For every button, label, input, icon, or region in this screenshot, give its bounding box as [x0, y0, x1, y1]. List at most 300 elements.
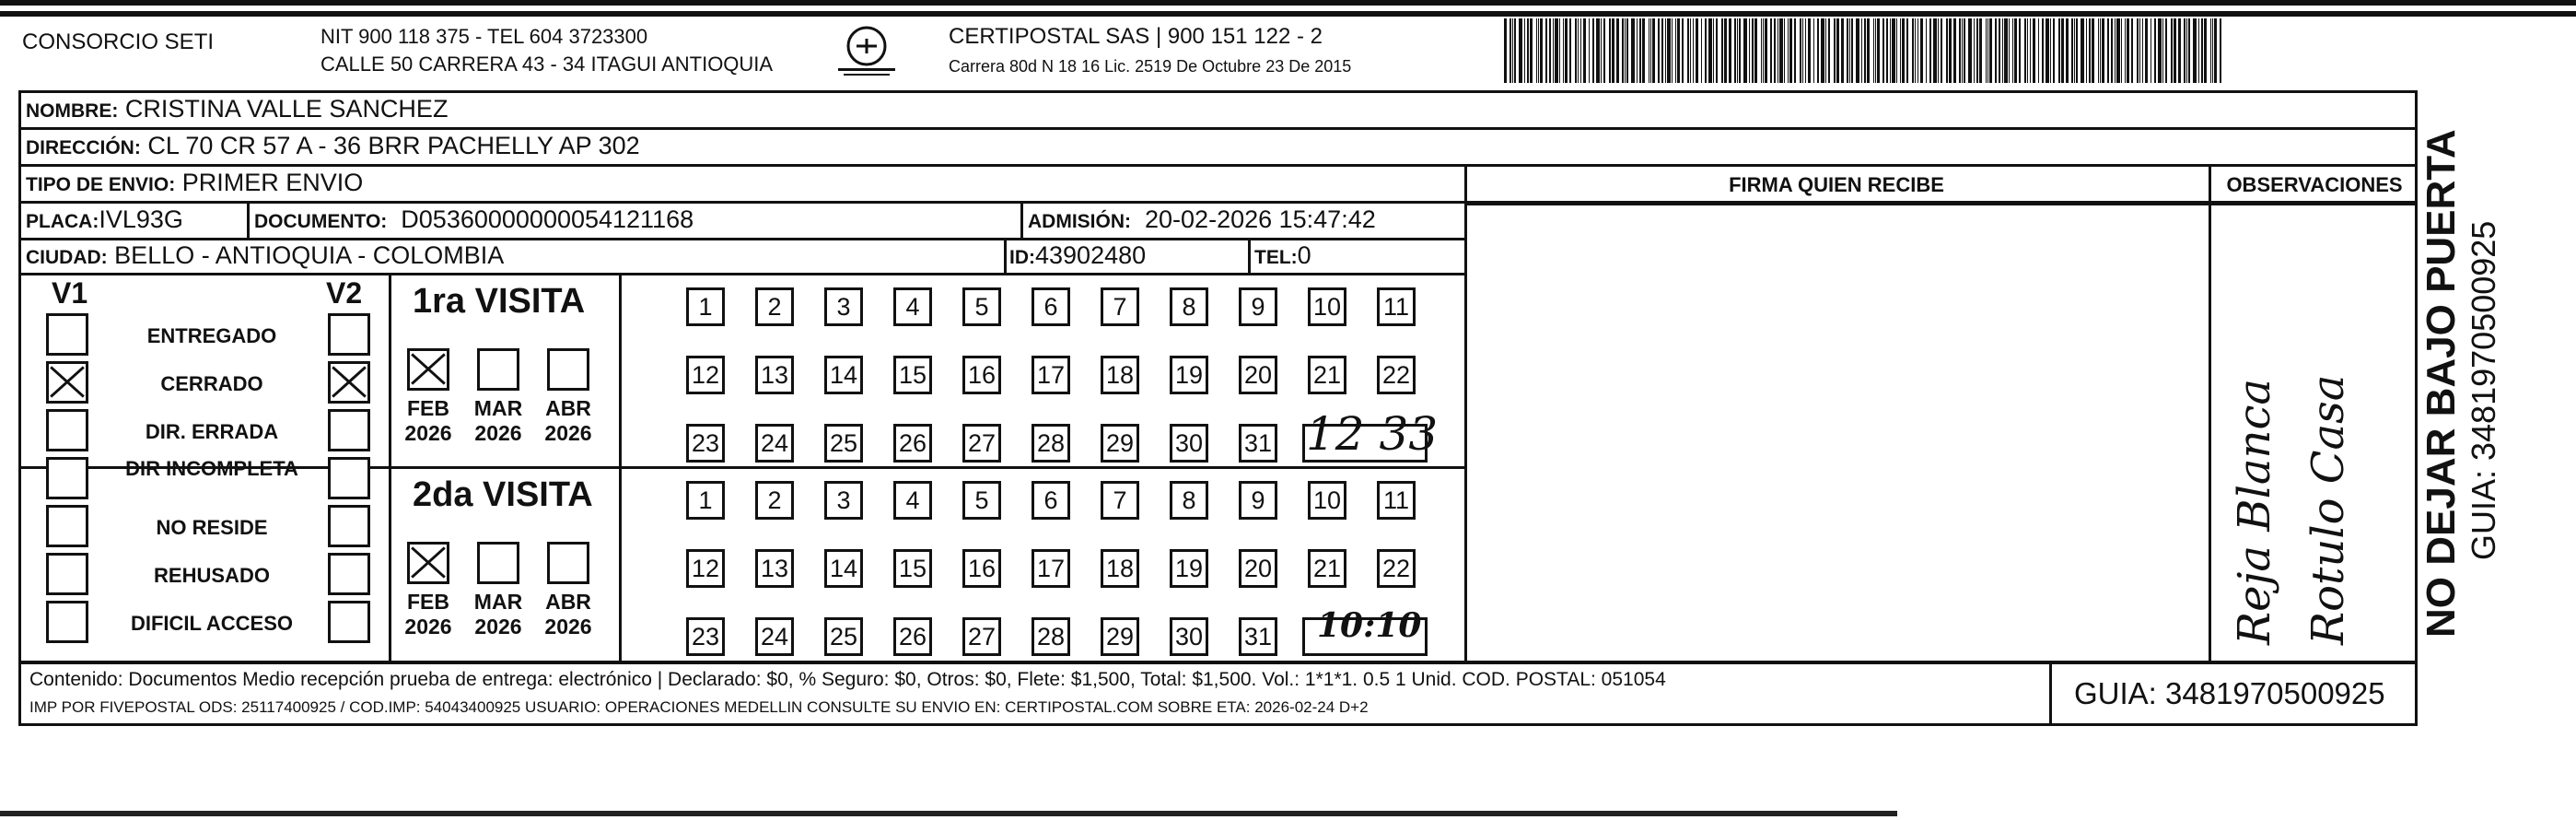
day-box[interactable]: 23	[686, 617, 725, 656]
nombre-row: NOMBRE: CRISTINA VALLE SANCHEZ	[26, 95, 449, 123]
side-guia: GUIA: 3481970500925	[2465, 220, 2502, 560]
month-label: FEB 2026	[404, 396, 452, 445]
barcode-bar	[1986, 18, 1987, 83]
barcode-bar	[1609, 18, 1611, 83]
barcode-bar	[1675, 18, 1676, 83]
barcode-bar	[1708, 18, 1712, 83]
v1-checkbox[interactable]	[46, 361, 88, 404]
barcode-bar	[2131, 18, 2133, 83]
month-label: MAR 2026	[473, 590, 523, 638]
barcode-bar	[2053, 18, 2055, 83]
barcode-bar	[1672, 18, 1673, 83]
barcode-bar	[1749, 18, 1750, 83]
day-box[interactable]: 17	[1032, 356, 1070, 394]
barcode-bar	[1650, 18, 1651, 83]
day-box[interactable]: 4	[893, 287, 932, 326]
barcode-bar	[2061, 18, 2064, 83]
barcode-bar	[1761, 18, 1762, 83]
barcode-bar	[1612, 18, 1614, 83]
barcode-bar	[1999, 18, 2000, 83]
barcode-bar	[2030, 18, 2031, 83]
barcode-bar	[1856, 18, 1859, 83]
day-box[interactable]: 18	[1101, 549, 1139, 588]
company-name: CONSORCIO SETI	[22, 29, 215, 54]
barcode-bar	[2193, 18, 2197, 83]
day-box[interactable]: 7	[1101, 481, 1139, 520]
barcode-bar	[2201, 18, 2203, 83]
barcode-bar	[1555, 18, 1558, 83]
day-box[interactable]: 6	[1032, 287, 1070, 326]
v1-checkbox[interactable]	[46, 313, 88, 356]
barcode-bar	[1849, 18, 1850, 83]
barcode-bar	[1836, 18, 1839, 83]
day-box[interactable]: 28	[1032, 617, 1070, 656]
barcode-bar	[1622, 18, 1624, 83]
barcode-bar	[2186, 18, 2187, 83]
day-box[interactable]: 10	[1308, 481, 1346, 520]
barcode-bar	[2220, 18, 2221, 83]
barcode-bar	[1938, 18, 1939, 83]
barcode-bar	[2188, 18, 2190, 83]
barcode-bar	[1851, 18, 1853, 83]
barcode-bar	[1559, 18, 1560, 83]
v2-checkbox[interactable]	[328, 457, 370, 499]
v1-label: V1	[52, 276, 88, 310]
status-label: CERRADO	[160, 372, 263, 395]
barcode-bar	[1545, 18, 1547, 83]
v2-checkbox[interactable]	[328, 313, 370, 356]
day-box[interactable]: 31	[1239, 424, 1277, 463]
v2-checkbox[interactable]	[328, 553, 370, 595]
barcode-bar	[1514, 18, 1516, 83]
barcode-bar	[2111, 18, 2113, 83]
day-box[interactable]: 1	[686, 287, 725, 326]
barcode-bar	[2214, 18, 2217, 83]
barcode-bar	[1987, 18, 1988, 83]
barcode-bar	[1825, 18, 1826, 83]
barcode-bar	[2081, 18, 2084, 83]
day-box[interactable]: 7	[1101, 287, 1139, 326]
day-box[interactable]: 24	[755, 617, 794, 656]
barcode-bar	[2098, 18, 2099, 83]
barcode-bar	[1667, 18, 1671, 83]
barcode-bar	[2089, 18, 2091, 83]
day-box[interactable]: 28	[1032, 424, 1070, 463]
observaciones-header: OBSERVACIONES	[2226, 173, 2403, 196]
barcode-bar	[2137, 18, 2139, 83]
placa-value: IVL93G	[99, 205, 183, 233]
day-box[interactable]: 31	[1239, 617, 1277, 656]
day-box[interactable]: 18	[1101, 356, 1139, 394]
barcode-bar	[1682, 18, 1684, 83]
day-box[interactable]: 10	[1308, 287, 1346, 326]
barcode-bar	[1864, 18, 1866, 83]
day-box[interactable]: 11	[1377, 287, 1416, 326]
barcode-bar	[1603, 18, 1605, 83]
day-box[interactable]: 9	[1239, 481, 1277, 520]
barcode-bar	[2142, 18, 2143, 83]
barcode-bar	[1752, 18, 1754, 83]
barcode-bar	[1808, 18, 1811, 83]
tel-cell: TEL:0	[1254, 241, 1311, 269]
barcode	[1504, 18, 2233, 83]
barcode-bar	[1920, 18, 1923, 83]
firma-header: FIRMA QUIEN RECIBE	[1729, 173, 1944, 196]
day-box[interactable]: 22	[1377, 549, 1416, 588]
barcode-bar	[1737, 18, 1738, 83]
barcode-bar	[1946, 18, 1948, 83]
status-label: NO RESIDE	[156, 516, 268, 539]
admision-value: 20-02-2026 15:47:42	[1145, 205, 1376, 233]
barcode-bar	[1538, 18, 1539, 83]
content-line: Contenido: Documentos Medio recepción prueba de entrega: electrónico | Declarado: $0, % Seguro: $0, Otros: $0, Flete: $1,500, Total: $1,500. Vol.: 1*1*1. 0.5 1 Unid. COD. POSTAL: 051054	[29, 669, 1666, 690]
barcode-bar	[1569, 18, 1571, 83]
day-box[interactable]: 20	[1239, 549, 1277, 588]
day-box[interactable]: 15	[893, 549, 932, 588]
day-box[interactable]: 8	[1170, 481, 1208, 520]
barcode-bar	[2184, 18, 2186, 83]
observation-handwriting-2: Rotulo Casa	[2302, 374, 2354, 645]
certipostal-logo	[834, 22, 899, 79]
barcode-bar	[2012, 18, 2013, 83]
v2-checkbox[interactable]	[328, 361, 370, 404]
barcode-bar	[2071, 18, 2073, 83]
barcode-bar	[1536, 18, 1537, 83]
direccion-row: DIRECCIÓN: CL 70 CR 57 A - 36 BRR PACHELLY AP 302	[26, 132, 640, 159]
barcode-bar	[1549, 18, 1551, 83]
barcode-bar	[1575, 18, 1577, 83]
ciudad-row: CIUDAD: BELLO - ANTIOQUIA - COLOMBIA	[26, 241, 505, 269]
signature-area[interactable]	[1467, 205, 2209, 663]
day-box[interactable]: 21	[1308, 549, 1346, 588]
visit-title: 1ra VISITA	[413, 282, 586, 321]
day-box[interactable]: 15	[893, 356, 932, 394]
v2-checkbox[interactable]	[328, 409, 370, 451]
barcode-bar	[1896, 18, 1897, 83]
barcode-bar	[2171, 18, 2173, 83]
day-box[interactable]: 14	[824, 549, 863, 588]
barcode-bar	[1941, 18, 1942, 83]
day-box[interactable]: 16	[962, 356, 1001, 394]
barcode-bar	[1976, 18, 1978, 83]
day-box[interactable]: 26	[893, 617, 932, 656]
barcode-bar	[1583, 18, 1586, 83]
barcode-bar	[2027, 18, 2028, 83]
barcode-bar	[1540, 18, 1543, 83]
barcode-bar	[1867, 18, 1870, 83]
barcode-bar	[1729, 18, 1731, 83]
v1-checkbox[interactable]	[46, 457, 88, 499]
month-label: MAR 2026	[473, 396, 523, 445]
barcode-bar	[1696, 18, 1698, 83]
barcode-bar	[1716, 18, 1718, 83]
day-box[interactable]: 17	[1032, 549, 1070, 588]
imp-line: IMP POR FIVEPOSTAL ODS: 25117400925 / COD.IMP: 54043400925 USUARIO: OPERACIONES MEDELLIN CONSULTE SU ENVIO EN: CERTIPOSTAL.COM SOBRE ETA: 2026-02-24 D+2	[29, 698, 1369, 716]
barcode-bar	[2116, 18, 2120, 83]
barcode-bar	[2038, 18, 2039, 83]
barcode-bar	[1639, 18, 1641, 83]
barcode-bar	[1626, 18, 1628, 83]
barcode-bar	[1906, 18, 1908, 83]
barcode-bar	[1512, 18, 1513, 83]
day-box[interactable]: 3	[824, 481, 863, 520]
barcode-bar	[2158, 18, 2162, 83]
barcode-bar	[1589, 18, 1590, 83]
day-box[interactable]: 29	[1101, 424, 1139, 463]
barcode-bar	[2050, 18, 2051, 83]
v1-checkbox[interactable]	[46, 505, 88, 547]
barcode-bar	[1754, 18, 1757, 83]
day-box[interactable]: 4	[893, 481, 932, 520]
month-checkbox[interactable]	[547, 348, 589, 391]
barcode-bar	[1892, 18, 1895, 83]
barcode-bar	[1861, 18, 1862, 83]
barcode-bar	[1601, 18, 1602, 83]
day-box[interactable]: 9	[1239, 287, 1277, 326]
barcode-bar	[1721, 18, 1723, 83]
barcode-bar	[2178, 18, 2181, 83]
barcode-bar	[2042, 18, 2044, 83]
barcode-bar	[1949, 18, 1952, 83]
barcode-bar	[1890, 18, 1891, 83]
barcode-bar	[1933, 18, 1937, 83]
barcode-bar	[2165, 18, 2167, 83]
day-box[interactable]: 22	[1377, 356, 1416, 394]
barcode-bar	[1902, 18, 1905, 83]
barcode-bar	[2024, 18, 2026, 83]
barcode-bar	[1765, 18, 1767, 83]
documento-cell: DOCUMENTO: D05360000000054121168	[254, 205, 694, 233]
barcode-bar	[1929, 18, 1931, 83]
barcode-bar	[1779, 18, 1783, 83]
barcode-bar	[1519, 18, 1522, 83]
v1-checkbox[interactable]	[46, 601, 88, 643]
day-box[interactable]: 8	[1170, 287, 1208, 326]
barcode-bar	[1828, 18, 1830, 83]
barcode-bar	[1877, 18, 1880, 83]
barcode-bar	[1642, 18, 1645, 83]
barcode-bar	[2019, 18, 2021, 83]
barcode-bar	[2076, 18, 2078, 83]
barcode-bar	[1687, 18, 1689, 83]
barcode-bar	[2102, 18, 2104, 83]
day-box[interactable]: 26	[893, 424, 932, 463]
day-box[interactable]: 20	[1239, 356, 1277, 394]
day-box[interactable]: 25	[824, 617, 863, 656]
barcode-bar	[1770, 18, 1772, 83]
guia-box: GUIA: 3481970500925	[2074, 676, 2385, 710]
barcode-bar	[1563, 18, 1564, 83]
license-line: Carrera 80d N 18 16 Lic. 2519 De Octubre 23 De 2015	[949, 57, 1352, 76]
month-label: FEB 2026	[404, 590, 452, 638]
barcode-bar	[1701, 18, 1702, 83]
status-label: ENTREGADO	[146, 324, 277, 347]
day-box[interactable]: 30	[1170, 424, 1208, 463]
barcode-bar	[1677, 18, 1680, 83]
barcode-bar	[1713, 18, 1714, 83]
day-box[interactable]: 19	[1170, 549, 1208, 588]
barcode-bar	[2174, 18, 2176, 83]
barcode-bar	[1915, 18, 1916, 83]
barcode-bar	[1805, 18, 1806, 83]
day-box[interactable]: 23	[686, 424, 725, 463]
barcode-bar	[2115, 18, 2116, 83]
barcode-bar	[1873, 18, 1874, 83]
barcode-bar	[1886, 18, 1888, 83]
status-label: DIR INCOMPLETA	[125, 457, 298, 480]
barcode-bar	[1774, 18, 1776, 83]
barcode-bar	[2058, 18, 2060, 83]
direccion-value: CL 70 CR 57 A - 36 BRR PACHELLY AP 302	[147, 132, 640, 159]
barcode-bar	[2086, 18, 2087, 83]
v2-checkbox[interactable]	[328, 505, 370, 547]
day-box[interactable]: 2	[755, 481, 794, 520]
barcode-bar	[1509, 18, 1511, 83]
barcode-bar	[1789, 18, 1792, 83]
day-box[interactable]: 16	[962, 549, 1001, 588]
day-box[interactable]: 13	[755, 356, 794, 394]
barcode-bar	[1693, 18, 1694, 83]
day-box[interactable]: 21	[1308, 356, 1346, 394]
day-box[interactable]: 14	[824, 356, 863, 394]
barcode-bar	[1788, 18, 1789, 83]
day-box[interactable]: 29	[1101, 617, 1139, 656]
barcode-bar	[1553, 18, 1554, 83]
barcode-bar	[2162, 18, 2163, 83]
nit-line: NIT 900 118 375 - TEL 604 3723300	[321, 25, 648, 48]
barcode-bar	[1661, 18, 1663, 83]
barcode-bar	[1800, 18, 1801, 83]
barcode-bar	[2204, 18, 2207, 83]
ciudad-value: BELLO - ANTIOQUIA - COLOMBIA	[114, 241, 505, 269]
month-checkbox[interactable]	[477, 348, 519, 391]
handwritten-time-visit-2: 10:10	[1317, 606, 1422, 645]
barcode-bar	[2046, 18, 2049, 83]
barcode-bar	[1813, 18, 1814, 83]
barcode-bar	[1875, 18, 1876, 83]
day-box[interactable]: 27	[962, 617, 1001, 656]
month-checkbox[interactable]	[407, 542, 449, 584]
day-box[interactable]: 24	[755, 424, 794, 463]
barcode-bar	[1959, 18, 1961, 83]
barcode-bar	[2092, 18, 2094, 83]
barcode-bar	[1968, 18, 1972, 83]
barcode-bar	[2066, 18, 2069, 83]
barcode-bar	[2014, 18, 2017, 83]
barcode-bar	[1616, 18, 1619, 83]
barcode-bar	[1841, 18, 1844, 83]
barcode-bar	[1802, 18, 1803, 83]
barcode-bar	[1524, 18, 1525, 83]
status-label: DIR. ERRADA	[145, 420, 279, 443]
id-value: 43902480	[1035, 241, 1147, 269]
v1-checkbox[interactable]	[46, 409, 88, 451]
day-box[interactable]: 6	[1032, 481, 1070, 520]
barcode-bar	[1739, 18, 1741, 83]
barcode-bar	[2198, 18, 2199, 83]
day-box[interactable]: 2	[755, 287, 794, 326]
tel-value: 0	[1297, 241, 1311, 269]
barcode-bar	[1592, 18, 1594, 83]
barcode-bar	[1625, 18, 1626, 83]
barcode-bar	[1794, 18, 1796, 83]
barcode-bar	[2100, 18, 2101, 83]
day-box[interactable]: 13	[755, 549, 794, 588]
barcode-bar	[1821, 18, 1824, 83]
barcode-bar	[2002, 18, 2003, 83]
day-box[interactable]: 25	[824, 424, 863, 463]
barcode-bar	[1962, 18, 1963, 83]
day-box[interactable]: 30	[1170, 617, 1208, 656]
month-checkbox[interactable]	[407, 348, 449, 391]
barcode-bar	[1834, 18, 1836, 83]
barcode-bar	[1974, 18, 1975, 83]
day-box[interactable]: 11	[1377, 481, 1416, 520]
barcode-bar	[1665, 18, 1666, 83]
placa-cell: PLACA:IVL93G	[26, 205, 183, 233]
barcode-bar	[1530, 18, 1533, 83]
barcode-bar	[1900, 18, 1901, 83]
nombre-value: CRISTINA VALLE SANCHEZ	[124, 95, 449, 123]
v1-checkbox[interactable]	[46, 553, 88, 595]
day-box[interactable]: 1	[686, 481, 725, 520]
barcode-bar	[1926, 18, 1927, 83]
day-box[interactable]: 5	[962, 481, 1001, 520]
day-box[interactable]: 5	[962, 287, 1001, 326]
v2-label: V2	[326, 276, 363, 310]
barcode-bar	[1565, 18, 1568, 83]
barcode-bar	[1578, 18, 1579, 83]
barcode-bar	[2004, 18, 2008, 83]
v2-checkbox[interactable]	[328, 601, 370, 643]
barcode-bar	[2121, 18, 2122, 83]
status-label: DIFICIL ACCESO	[130, 612, 293, 635]
tipo-value: PRIMER ENVIO	[181, 169, 364, 196]
barcode-bar	[1527, 18, 1529, 83]
barcode-bar	[2074, 18, 2075, 83]
day-box[interactable]: 27	[962, 424, 1001, 463]
barcode-bar	[2145, 18, 2148, 83]
barcode-bar	[2210, 18, 2211, 83]
carrier-line: CERTIPOSTAL SAS | 900 151 122 - 2	[949, 24, 1323, 49]
day-box[interactable]: 12	[686, 356, 725, 394]
company-address: CALLE 50 CARRERA 43 - 34 ITAGUI ANTIOQUIA	[321, 53, 774, 76]
barcode-bar	[1504, 18, 1507, 83]
barcode-bar	[1784, 18, 1785, 83]
id-cell: ID:43902480	[1009, 241, 1147, 269]
barcode-bar	[2107, 18, 2109, 83]
barcode-bar	[1705, 18, 1707, 83]
handwritten-time-visit-1: 12 33	[1306, 407, 1439, 461]
barcode-bar	[1912, 18, 1914, 83]
barcode-bar	[1882, 18, 1884, 83]
day-box[interactable]: 19	[1170, 356, 1208, 394]
barcode-bar	[1734, 18, 1736, 83]
barcode-bar	[1637, 18, 1638, 83]
barcode-bar	[2154, 18, 2156, 83]
barcode-bar	[1631, 18, 1635, 83]
barcode-bar	[2212, 18, 2213, 83]
barcode-bar	[1995, 18, 1997, 83]
month-label: ABR 2026	[544, 590, 592, 638]
day-box[interactable]: 3	[824, 287, 863, 326]
barcode-bar	[1652, 18, 1655, 83]
month-checkbox[interactable]	[477, 542, 519, 584]
barcode-bar	[1658, 18, 1660, 83]
barcode-bar	[1989, 18, 1992, 83]
month-checkbox[interactable]	[547, 542, 589, 584]
day-box[interactable]: 12	[686, 549, 725, 588]
